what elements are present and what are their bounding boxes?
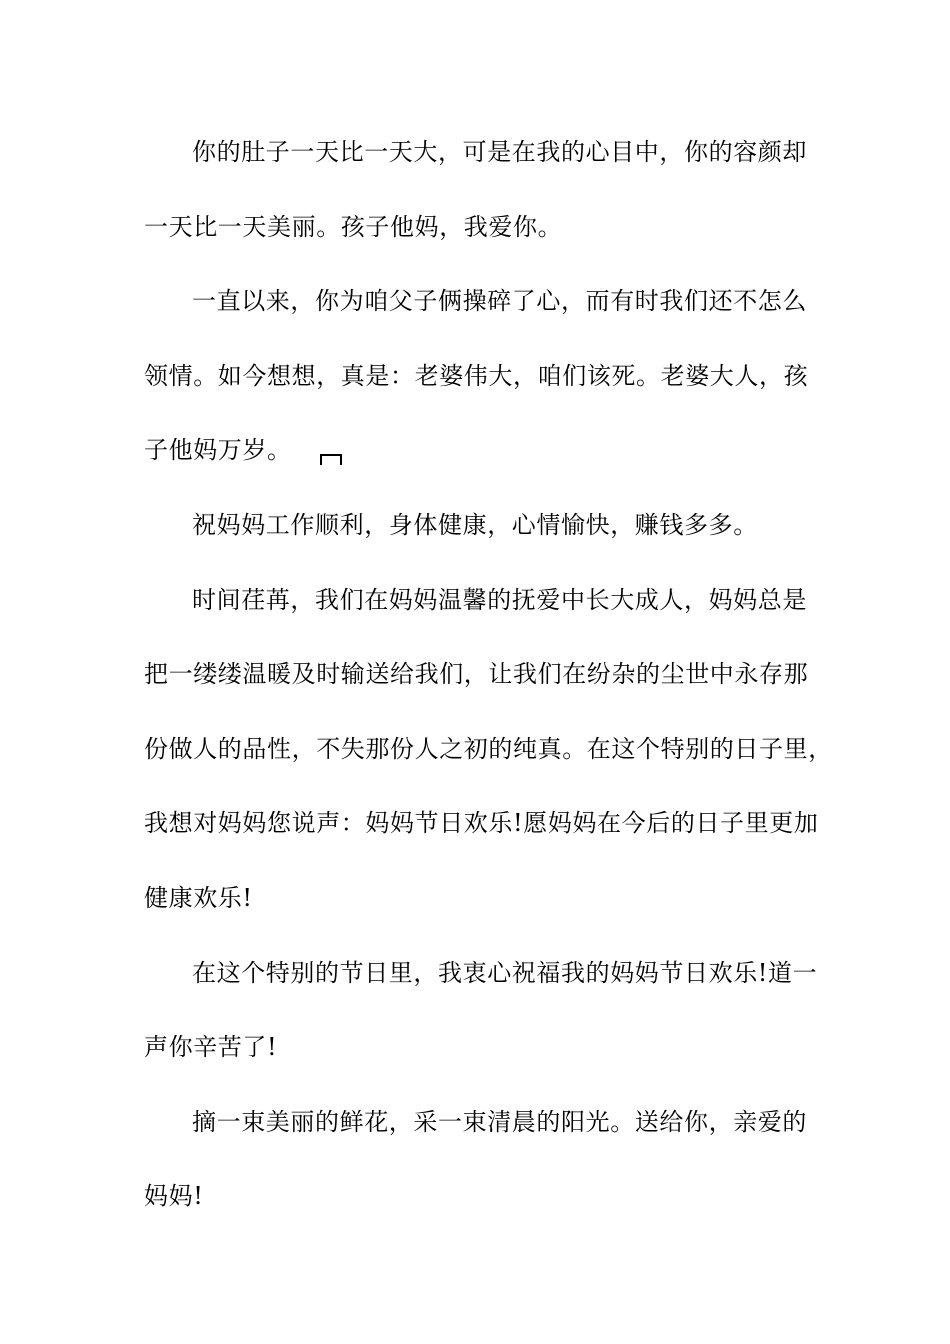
document-body [144,115,833,1234]
text-line: 在这个特别的节日里，我衷心祝福我的妈妈节日欢乐!道一 [192,958,818,987]
text-line: 领情。如今想想，真是：老婆伟大，咱们该死。老婆大人，孩 [144,361,809,390]
text-line: 把一缕缕温暖及时输送给我们，让我们在纷杂的尘世中永存那 [144,660,809,689]
text-line: 声你辛苦了! [144,1033,278,1062]
text-line: 祝妈妈工作顺利，身体健康，心情愉快，赚钱多多。 [192,510,758,539]
text-line: 健康欢乐! [144,883,253,912]
text-line: 摘一束美丽的鲜花，采一束清晨的阳光。送给你，亲爱的 [192,1107,807,1136]
text-line: 份做人的品性，不失那份人之初的纯真。在这个特别的日子里， [144,734,833,763]
text-line: 妈妈! [144,1182,204,1211]
text-line: 我想对妈妈您说声：妈妈节日欢乐!愿妈妈在今后的日子里更加 [144,809,819,838]
text-line: 子他妈万岁。 [144,436,292,465]
bracket-mark-icon [320,454,340,464]
text-line: 一天比一天美丽。孩子他妈，我爱你。 [144,212,563,241]
text-line: 一直以来，你为咱父子俩操碎了心，而有时我们还不怎么 [192,287,807,316]
text-line: 你的肚子一天比一天大，可是在我的心目中，你的容颜却 [192,138,807,166]
text-line: 时间荏苒，我们在妈妈温馨的抚爱中长大成人，妈妈总是 [192,585,807,614]
text-line-with-mark [144,413,824,488]
